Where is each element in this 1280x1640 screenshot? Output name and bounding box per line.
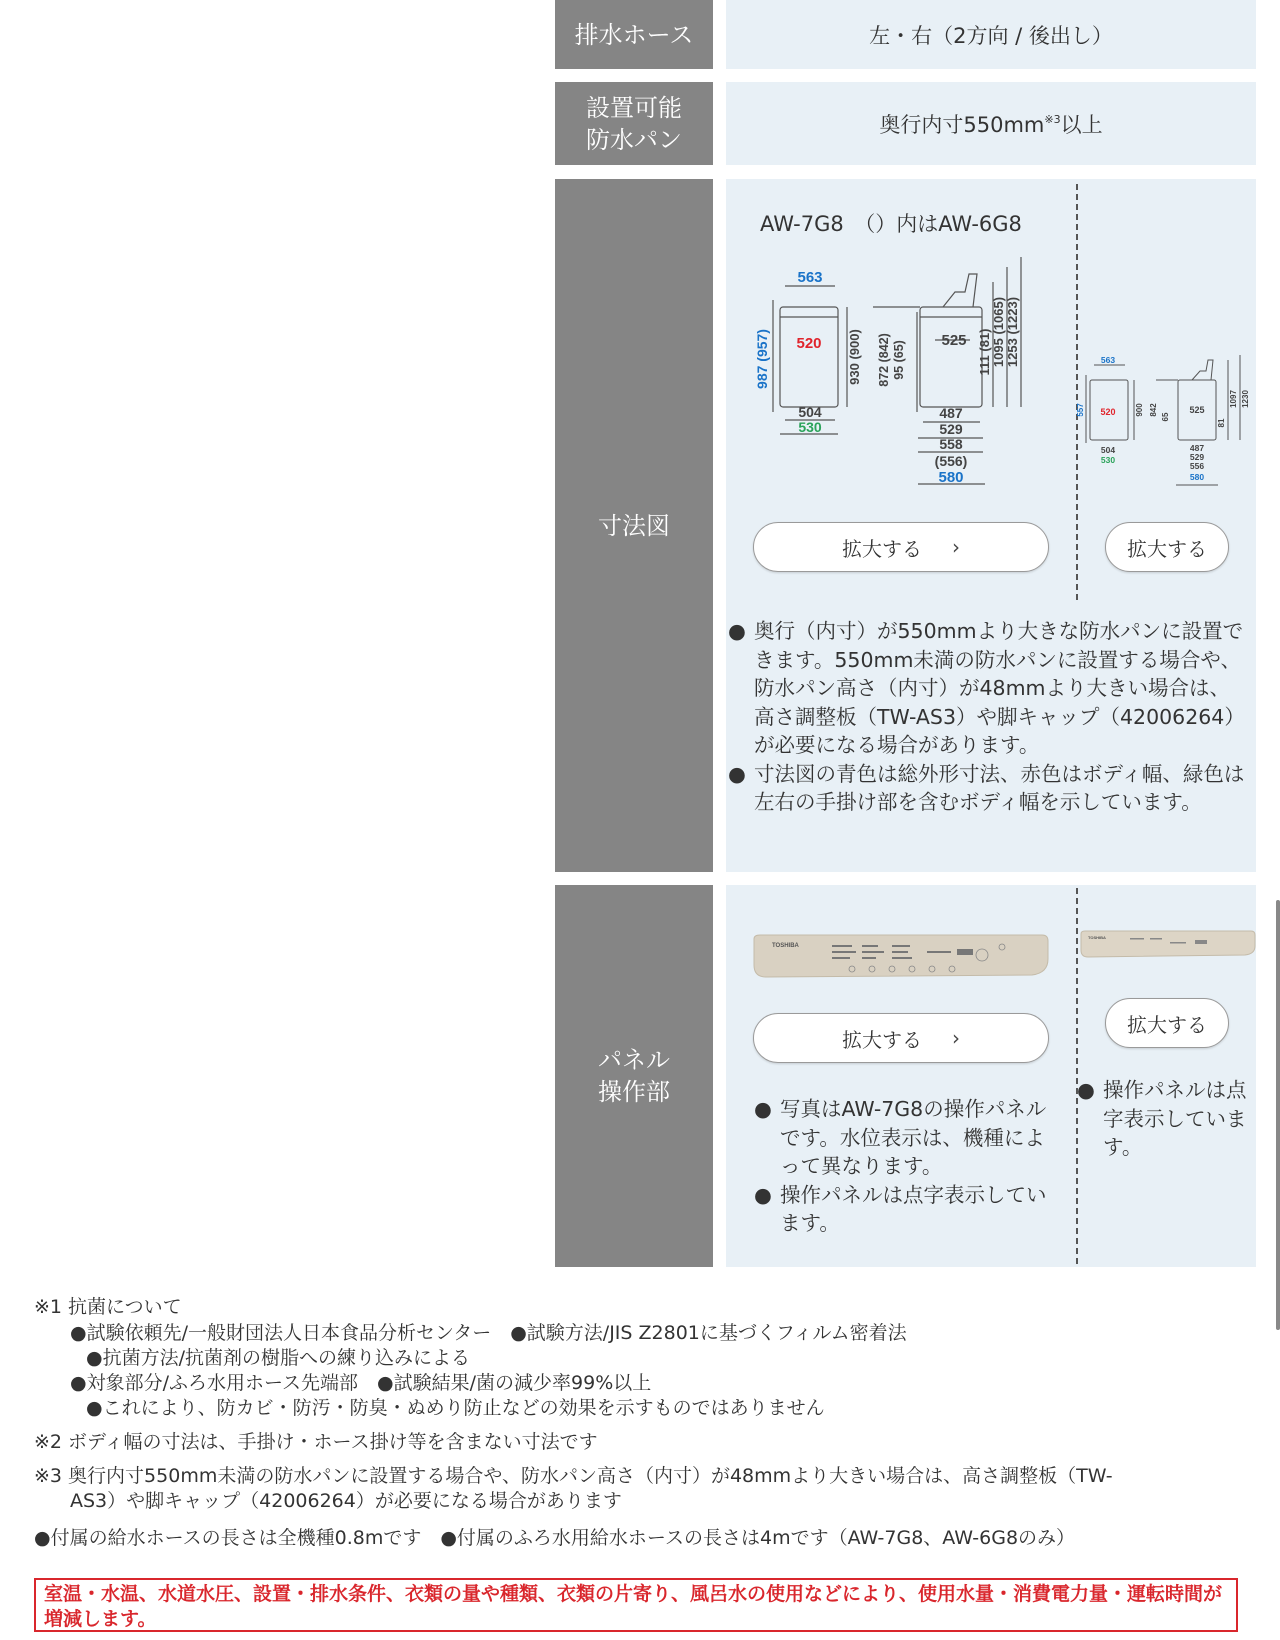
panel-label-line2: 操作部 [598,1078,670,1106]
small-dim-520: 520 [1100,407,1116,417]
panel-note-1-text: 写真はAW-7G8の操作パネルです。水位表示は、機種によって異なります。 [780,1097,1047,1178]
dim-563: 563 [797,269,823,286]
dims-note-2-text: 寸法図の青色は総外形寸法、赤色はボディ幅、緑色は左右の手掛け部を含むボディ幅を示しています。 [754,761,1245,814]
panel-zoom-button-small[interactable] [1105,998,1229,1048]
footnote-1-line4: ●これにより、防カビ・防汚・防臭・ぬめり防止などの効果を示すものではありません [86,1397,825,1419]
dim-556: (556) [934,453,968,469]
side-view-body [920,307,982,407]
dims-zoom-button[interactable] [753,522,1049,572]
drain-hose-value-cell [726,0,1256,69]
footnote-2: ※2 ボディ幅の寸法は、手掛け・ホース掛け等を含まない寸法です [34,1431,598,1453]
panel-note-2 [754,1181,1050,1238]
small-dim-529: 529 [1189,452,1205,462]
footnote-1-line1: ●試験依頼先/一般財団法人日本食品分析センター ●試験方法/JIS Z2801に基づくフィルム密着法 [70,1322,907,1344]
scrollbar[interactable] [1276,900,1280,1330]
small-dim-563: 563 [1100,355,1116,365]
footnote-3-line2: AS3）や脚キャップ（42006264）が必要になる場合があります [70,1490,622,1512]
bullet-icon: ● [728,761,746,786]
pan-value-post: 以上 [1060,112,1103,137]
dims-divider [1076,184,1078,600]
panel-label-line1: パネル [598,1046,670,1074]
small-dim-65: 65 [1161,412,1170,422]
model-note: AW-7G8 （）内はAW-6G8 [760,212,1022,236]
row-header-dims [555,179,713,872]
small-dim-557: 557 [1076,403,1085,417]
small-dim-1230: 1230 [1241,390,1250,408]
bullet-icon: ● [728,619,746,643]
hose-note: ●付属の給水ホースの長さは全機種0.8mです ●付属のふろ水用給水ホースの長さは4mです（AW-7G8、AW-6G8のみ） [34,1527,1076,1549]
footnote-1-title: ※1 抗菌について [34,1296,182,1318]
dim-930: 930 (900) [847,329,862,385]
row-header-panel [555,885,713,1267]
dim-525: 525 [941,332,967,349]
dim-529: 529 [939,421,963,437]
dims-zoom-label: 拡大する [842,536,922,561]
chevron-right-icon: › [952,1026,960,1050]
panel-zoom-small-label: 拡大する [1127,1012,1207,1037]
pan-value-cell [726,82,1256,165]
dim-95: 95 (65) [892,340,906,380]
dim-558: 558 [939,436,963,452]
usage-warning-text: 室温・水温、水道水圧、設置・排水条件、衣類の量や種類、衣類の片寄り、風呂水の使用などにより、使用水量・消費電力量・運転時間が増減します。 [44,1583,1223,1630]
panel-brand-small: TOSHIBA [1088,935,1106,940]
small-dim-1097: 1097 [1229,390,1238,408]
dims-note-2 [728,760,1248,817]
dim-872: 872 (842) [877,333,891,387]
dims-label: 寸法図 [598,511,670,540]
dim-530: 530 [798,419,822,435]
dims-zoom-small-label: 拡大する [1127,536,1207,561]
panel-brand: TOSHIBA [772,943,799,949]
dim-1095: 1095 (1065) [991,296,1006,368]
dim-987: 987 (957) [754,329,770,389]
front-view-body [780,307,838,407]
panel-notes [754,1095,1050,1238]
control-panel-photo [752,933,1050,981]
footnote-3-line1: ※3 奥行内寸550mm未満の防水パンに設置する場合や、防水パン高さ（内寸）が48mmより大きい場合は、高さ調整板（TW- [34,1465,1113,1487]
small-dim-504: 504 [1100,445,1116,455]
dim-504: 504 [798,404,822,420]
pan-label-line1: 設置可能 [586,93,682,122]
panel-side-note-text: 操作パネルは点字表示しています。 [1103,1078,1247,1159]
pan-value-pre: 奥行内寸550mm [879,112,1045,137]
dimension-diagram-small [1076,355,1256,490]
small-dim-81: 81 [1217,418,1226,428]
small-dim-580: 580 [1189,472,1205,482]
dims-note-1-text: 奥行（内寸）が550mmより大きな防水パンに設置できます。550mm未満の防水パンに設置する場合や、防水パン高さ（内寸）が48mmより大きい場合は、高さ調整板（TW-AS3）や脚キャップ（42006264）が必要になる場合があります。 [754,619,1245,757]
small-dim-842: 842 [1149,403,1158,417]
row-header-drain-hose [555,0,713,69]
small-dim-530: 530 [1100,455,1116,465]
dim-520: 520 [796,335,822,352]
dims-note-1 [728,617,1248,760]
dim-487: 487 [939,405,963,421]
panel-side-note [1077,1076,1247,1162]
footnote-1-line2: ●抗菌方法/抗菌剤の樹脂への練り込みによる [86,1347,470,1369]
panel-side-note-text-wrap [1077,1076,1247,1162]
footnote-1-line3: ●対象部分/ふろ水用ホース先端部 ●試験結果/菌の減少率99%以上 [70,1372,652,1394]
usage-warning [34,1578,1238,1632]
dimension-diagram-large [755,262,1055,494]
bullet-icon: ● [754,1182,772,1207]
small-dim-525: 525 [1189,405,1205,415]
panel-note-1 [754,1095,1050,1181]
dim-111: 111 (81) [977,328,992,376]
dim-1253: 1253 (1223) [1005,296,1020,368]
drain-hose-value: 左・右（2方向 / 後出し） [869,23,1113,48]
drain-hose-label: 排水ホース [574,20,694,49]
control-panel-photo-small [1080,930,1256,960]
small-dim-556: 556 [1189,461,1205,471]
dims-zoom-button-small[interactable] [1105,522,1229,572]
chevron-right-icon: › [952,535,960,559]
small-dim-900: 900 [1135,403,1144,417]
bullet-icon: ● [754,1097,772,1121]
dim-580: 580 [938,469,964,486]
panel-note-2-text: 操作パネルは点字表示しています。 [780,1182,1047,1235]
dims-notes [728,617,1248,817]
panel-zoom-label: 拡大する [842,1027,922,1052]
panel-zoom-button[interactable] [753,1013,1049,1063]
pan-label-line2: 防水パン [586,125,682,154]
small-dim-487: 487 [1189,443,1205,453]
bullet-icon: ● [1077,1078,1095,1102]
pan-value-footnote-ref: ※3 [1044,113,1061,126]
row-header-pan [555,82,713,165]
